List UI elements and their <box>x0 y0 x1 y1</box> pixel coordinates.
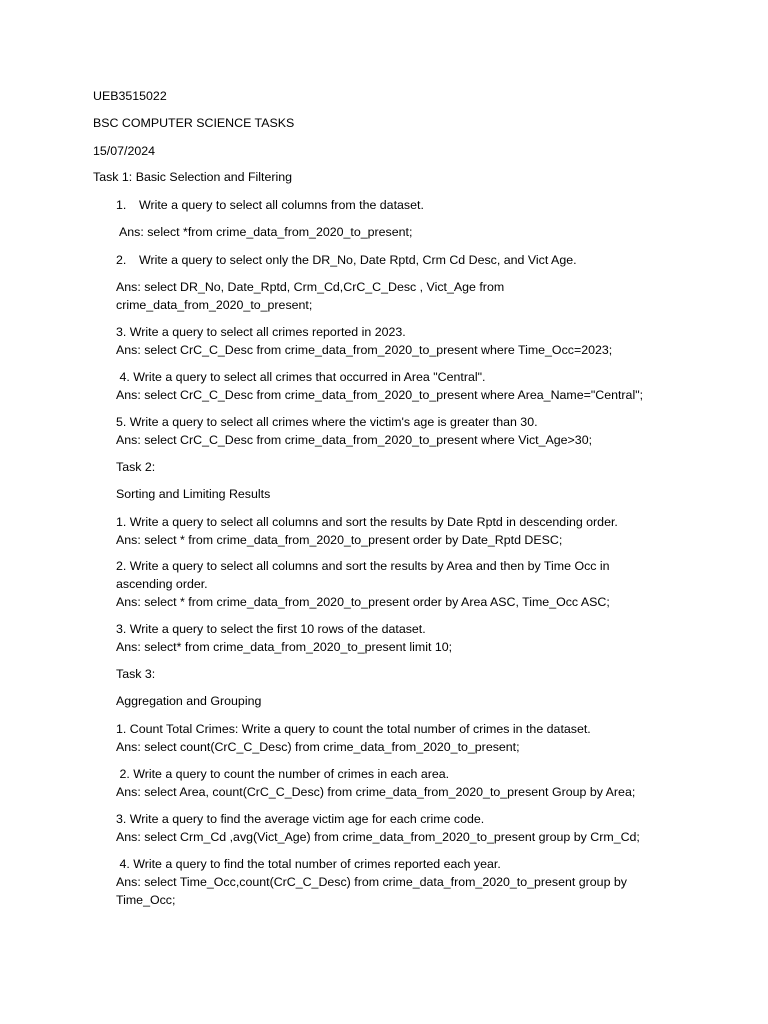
task2-subtitle: Sorting and Limiting Results <box>116 487 271 501</box>
task1-a1: Ans: select *from crime_data_from_2020_to_present; <box>119 225 413 239</box>
task1-a4: Ans: select CrC_C_Desc from crime_data_from_2020_to_present where Area_Name="Central"; <box>116 388 644 402</box>
task2-a1: Ans: select * from crime_data_from_2020_to_present order by Date_Rptd DESC; <box>116 533 563 547</box>
task3-q4: 4. Write a query to find the total number of crimes reported each year. <box>116 857 501 871</box>
task3-heading: Task 3: <box>116 667 156 681</box>
task2-a3: Ans: select* from crime_data_from_2020_to_present limit 10; <box>116 640 453 654</box>
task1-a5: Ans: select CrC_C_Desc from crime_data_from_2020_to_present where Vict_Age>30; <box>116 433 593 447</box>
task3-q1: 1. Count Total Crimes: Write a query to count the total number of crimes in the dataset. <box>116 722 591 736</box>
task2-q2-line2: ascending order. <box>116 577 208 591</box>
task1-a2-line1: Ans: select DR_No, Date_Rptd, Crm_Cd,CrC_C_Desc , Vict_Age from <box>116 280 505 294</box>
task1-q4: 4. Write a query to select all crimes that occurred in Area "Central". <box>116 370 486 384</box>
task1-q1-number: 1. <box>116 198 127 212</box>
course-title: BSC COMPUTER SCIENCE TASKS <box>93 116 295 130</box>
task2-q2-line1: 2. Write a query to select all columns and sort the results by Area and then by Time Occ in <box>116 559 610 573</box>
task3-a3: Ans: select Crm_Cd ,avg(Vict_Age) from crime_data_from_2020_to_present group by Crm_Cd; <box>116 830 640 844</box>
task2-heading: Task 2: <box>116 460 156 474</box>
task2-q1: 1. Write a query to select all columns and sort the results by Date Rptd in descending order. <box>116 515 618 529</box>
task2-a2: Ans: select * from crime_data_from_2020_to_present order by Area ASC, Time_Occ ASC; <box>116 595 610 609</box>
task1-q2-number: 2. <box>116 253 127 267</box>
task3-a4-line1: Ans: select Time_Occ,count(CrC_C_Desc) from crime_data_from_2020_to_present group by <box>116 875 627 889</box>
student-id: UEB3515022 <box>93 89 167 103</box>
task3-q3: 3. Write a query to find the average victim age for each crime code. <box>116 812 485 826</box>
task1-a3: Ans: select CrC_C_Desc from crime_data_from_2020_to_present where Time_Occ=2023; <box>116 343 613 357</box>
task1-q1: Write a query to select all columns from the dataset. <box>139 198 424 212</box>
document-date: 15/07/2024 <box>93 144 156 158</box>
task3-a1: Ans: select count(CrC_C_Desc) from crime_data_from_2020_to_present; <box>116 740 520 754</box>
task2-q3: 3. Write a query to select the first 10 rows of the dataset. <box>116 622 426 636</box>
task3-a2: Ans: select Area, count(CrC_C_Desc) from crime_data_from_2020_to_present Group by Area; <box>116 785 636 799</box>
task3-subtitle: Aggregation and Grouping <box>116 694 262 708</box>
task1-heading: Task 1: Basic Selection and Filtering <box>93 170 293 184</box>
task3-a4-line2: Time_Occ; <box>116 893 176 907</box>
task1-q3: 3. Write a query to select all crimes reported in 2023. <box>116 325 406 339</box>
task3-q2: 2. Write a query to count the number of crimes in each area. <box>116 767 450 781</box>
task1-q2: Write a query to select only the DR_No, Date Rptd, Crm Cd Desc, and Vict Age. <box>139 253 577 267</box>
task1-q5: 5. Write a query to select all crimes where the victim's age is greater than 30. <box>116 415 538 429</box>
task1-a2-line2: crime_data_from_2020_to_present; <box>116 298 313 312</box>
